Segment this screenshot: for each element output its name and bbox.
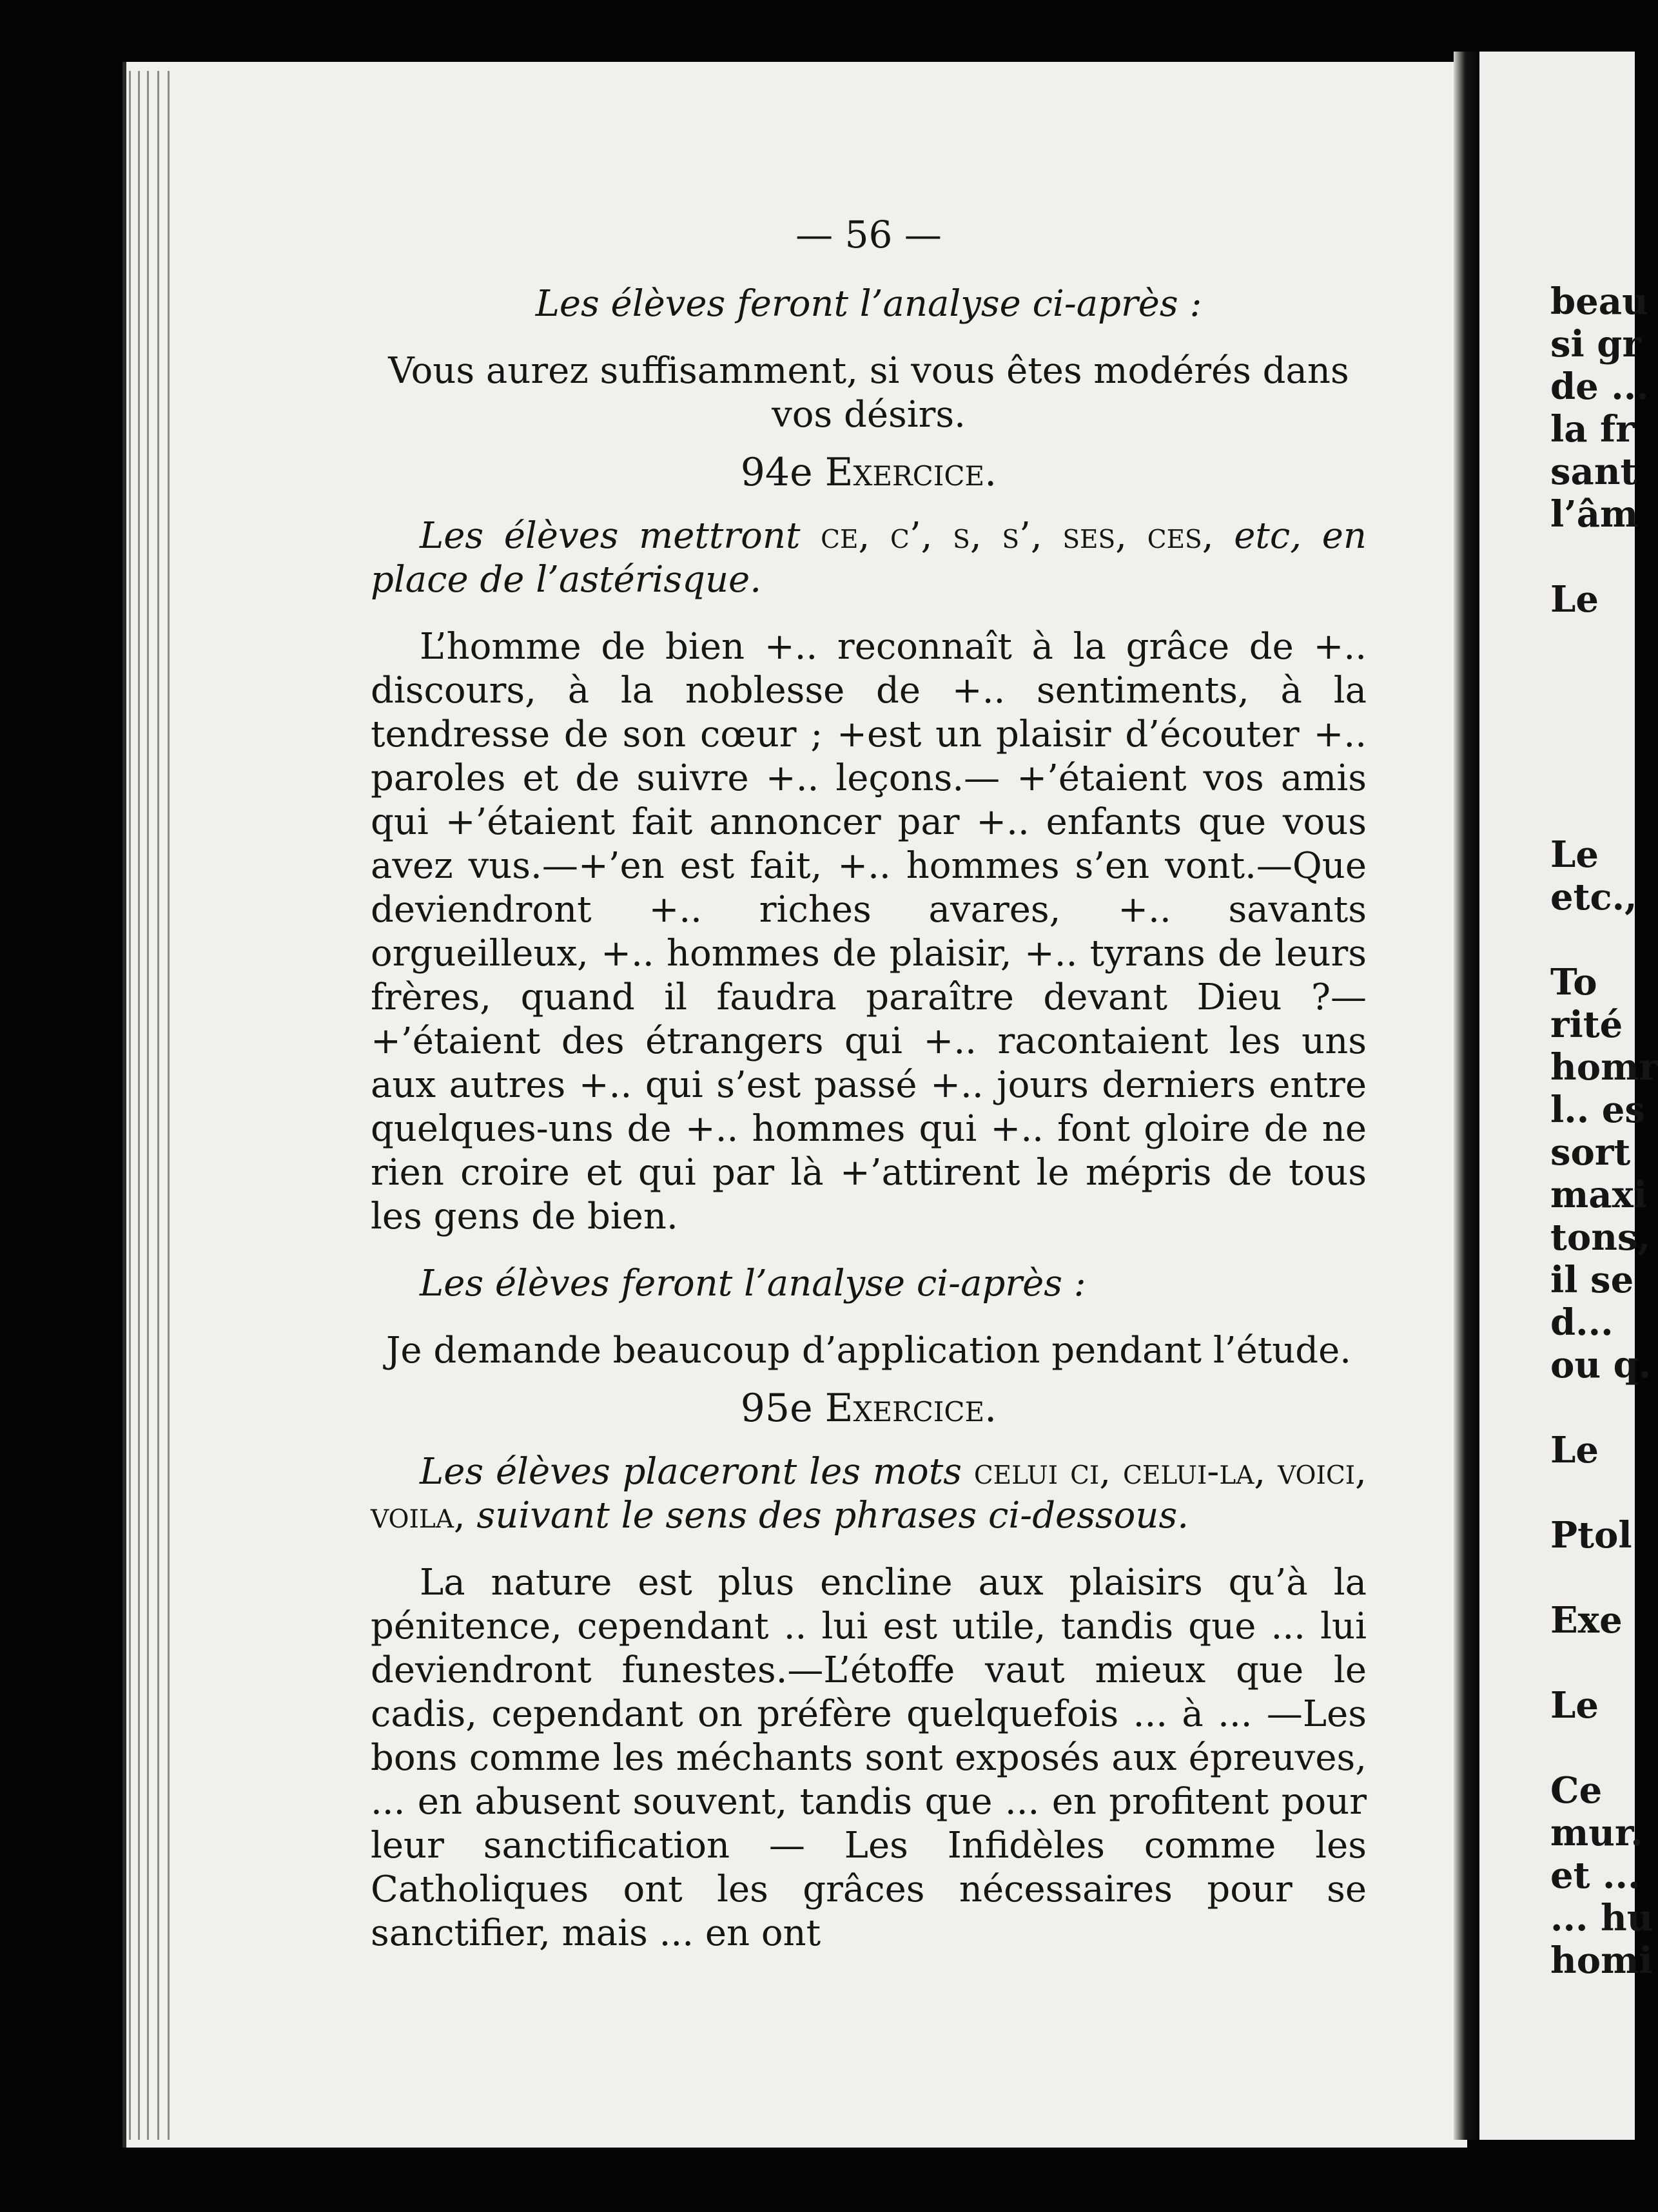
- right-page-line: [1550, 536, 1635, 578]
- right-page-line: Ptol: [1550, 1514, 1632, 1557]
- right-page-line: l.. es: [1550, 1089, 1645, 1131]
- right-page-line: l’âm: [1550, 493, 1639, 536]
- right-page-line: [1550, 1471, 1635, 1514]
- right-page-line: Exe: [1550, 1599, 1623, 1642]
- exercise-94-instruction-start: Les élèves mettront: [420, 515, 801, 557]
- right-page-line: etc.,: [1550, 876, 1637, 918]
- right-page-line: sant: [1550, 451, 1637, 493]
- right-page-line: [1550, 748, 1635, 791]
- analysis-sentence-2: Je demande beaucoup d’application pendant l’étude.: [385, 1330, 1352, 1372]
- exercise-94-instruction-end: etc, en place de l’astérisque.: [371, 515, 1367, 601]
- page-content: [371, 213, 1367, 1955]
- right-page-line: To: [1550, 961, 1597, 1004]
- page-edge-lines: [129, 71, 174, 2140]
- right-page-line: si gr: [1550, 323, 1641, 365]
- right-page-line: [1550, 706, 1635, 748]
- exercise-95-instruction-start: Les élèves placeront les mots: [420, 1451, 962, 1493]
- exercise-95-title: [371, 1386, 1367, 1431]
- right-page-line: [1550, 1642, 1635, 1684]
- page-number: — 56 —: [795, 213, 942, 257]
- right-page-line: tons,: [1550, 1216, 1650, 1259]
- right-page-line: Le: [1550, 578, 1599, 621]
- right-page-line: homi: [1550, 1939, 1653, 1982]
- exercise-94-paragraph: L’homme de bien +.. reconnaît à la grâce de +.. discours, à la noblesse de +.. sentiments, à la tendresse de son cœur ; +est un plaisir d’écouter +.. paroles et de suivre +.. leçons.— +’étaient vos amis qui +’étaient fait annoncer par +.. enfants que vous avez vus.—+’en est fait, +.. hommes s’en vont.—Que deviendront +.. riches avares, +.. savants orgueilleux, +.. hommes de plaisir, +.. tyrans de leurs frères, quand il faudra paraître devant Dieu ?— +’étaient des étrangers qui +.. racontaient les uns aux autres +.. qui s’est passé +.. jours derniers entre quelques-uns de +.. hommes qui +.. font gloire de ne rien croire et qui par là +’attirent le mépris de tous les gens de bien.: [371, 626, 1367, 1237]
- exercise-95-instruction-end: suivant le sens des phrases ci-dessous.: [476, 1495, 1189, 1537]
- analysis-sentence-1: Vous aurez suffisamment, si vous êtes modérés dans vos désirs.: [388, 350, 1349, 436]
- right-page-line: ou q.: [1550, 1344, 1652, 1386]
- exercise-94-word: Exercice.: [824, 450, 997, 495]
- exercise-95-number: 95e: [740, 1386, 813, 1431]
- right-page-line: Le: [1550, 1429, 1599, 1471]
- right-page-line: [1550, 1557, 1635, 1599]
- right-page-line: ... hu: [1550, 1897, 1653, 1939]
- right-page-line: [1550, 918, 1635, 961]
- right-page-line: maxi: [1550, 1174, 1648, 1216]
- right-page-line: [1550, 663, 1635, 706]
- right-page-line: [1550, 791, 1635, 833]
- right-page-line: mur.: [1550, 1812, 1643, 1854]
- exercise-95-word: Exercice.: [824, 1386, 997, 1431]
- right-page-line: la fr: [1550, 408, 1635, 451]
- right-page-line: sort: [1550, 1131, 1631, 1174]
- right-page-line: [1550, 621, 1635, 663]
- exercise-94-title: [371, 450, 1367, 495]
- right-page-line: [1550, 1727, 1635, 1769]
- right-page: [1479, 52, 1658, 2140]
- analysis-instruction-2: Les élèves feront l’analyse ci-après :: [420, 1263, 1086, 1305]
- exercise-94-instruction-words: ce, c’, s, s’, ses, ces,: [821, 515, 1214, 557]
- exercise-95-instruction: [371, 1450, 1367, 1538]
- exercise-95-paragraph: La nature est plus encline aux plaisirs qu’à la pénitence, cependant .. lui est utile, tandis que ... lui deviendront funestes.—L’étoffe vaut mieux que le cadis, cependant on préfère quelquefois ... à ... —Les bons comme les méchants sont exposés aux épreuves, ... en abusent souvent, tandis que ... en profitent pour leur sanctification — Les Infidèles comme les Catholiques ont les grâces nécessaires pour se sanctifier, mais ... en ont: [371, 1562, 1367, 1954]
- exercise-94-instruction: [371, 514, 1367, 602]
- right-page-line: il se: [1550, 1259, 1634, 1301]
- right-page-line: Ce: [1550, 1769, 1603, 1812]
- analysis-instruction-1: Les élèves feront l’analyse ci-après :: [535, 283, 1202, 325]
- right-page-line: beau: [1550, 280, 1648, 323]
- right-page-line: de ...: [1550, 365, 1649, 408]
- exercise-94-number: 94e: [740, 450, 813, 495]
- exercise-95-instruction-words: celui ci, celui-la, voici, voila,: [371, 1451, 1367, 1537]
- right-page-line: homr: [1550, 1046, 1658, 1089]
- right-page-line: [1550, 1386, 1635, 1429]
- right-page-line: et ...: [1550, 1854, 1641, 1897]
- right-page-line: Le: [1550, 1684, 1599, 1727]
- book-gutter: [1454, 52, 1479, 2140]
- right-page-line: Le: [1550, 833, 1599, 876]
- right-page-text: [1550, 280, 1658, 1982]
- right-page-line: rité: [1550, 1004, 1623, 1046]
- right-page-line: d...: [1550, 1301, 1614, 1344]
